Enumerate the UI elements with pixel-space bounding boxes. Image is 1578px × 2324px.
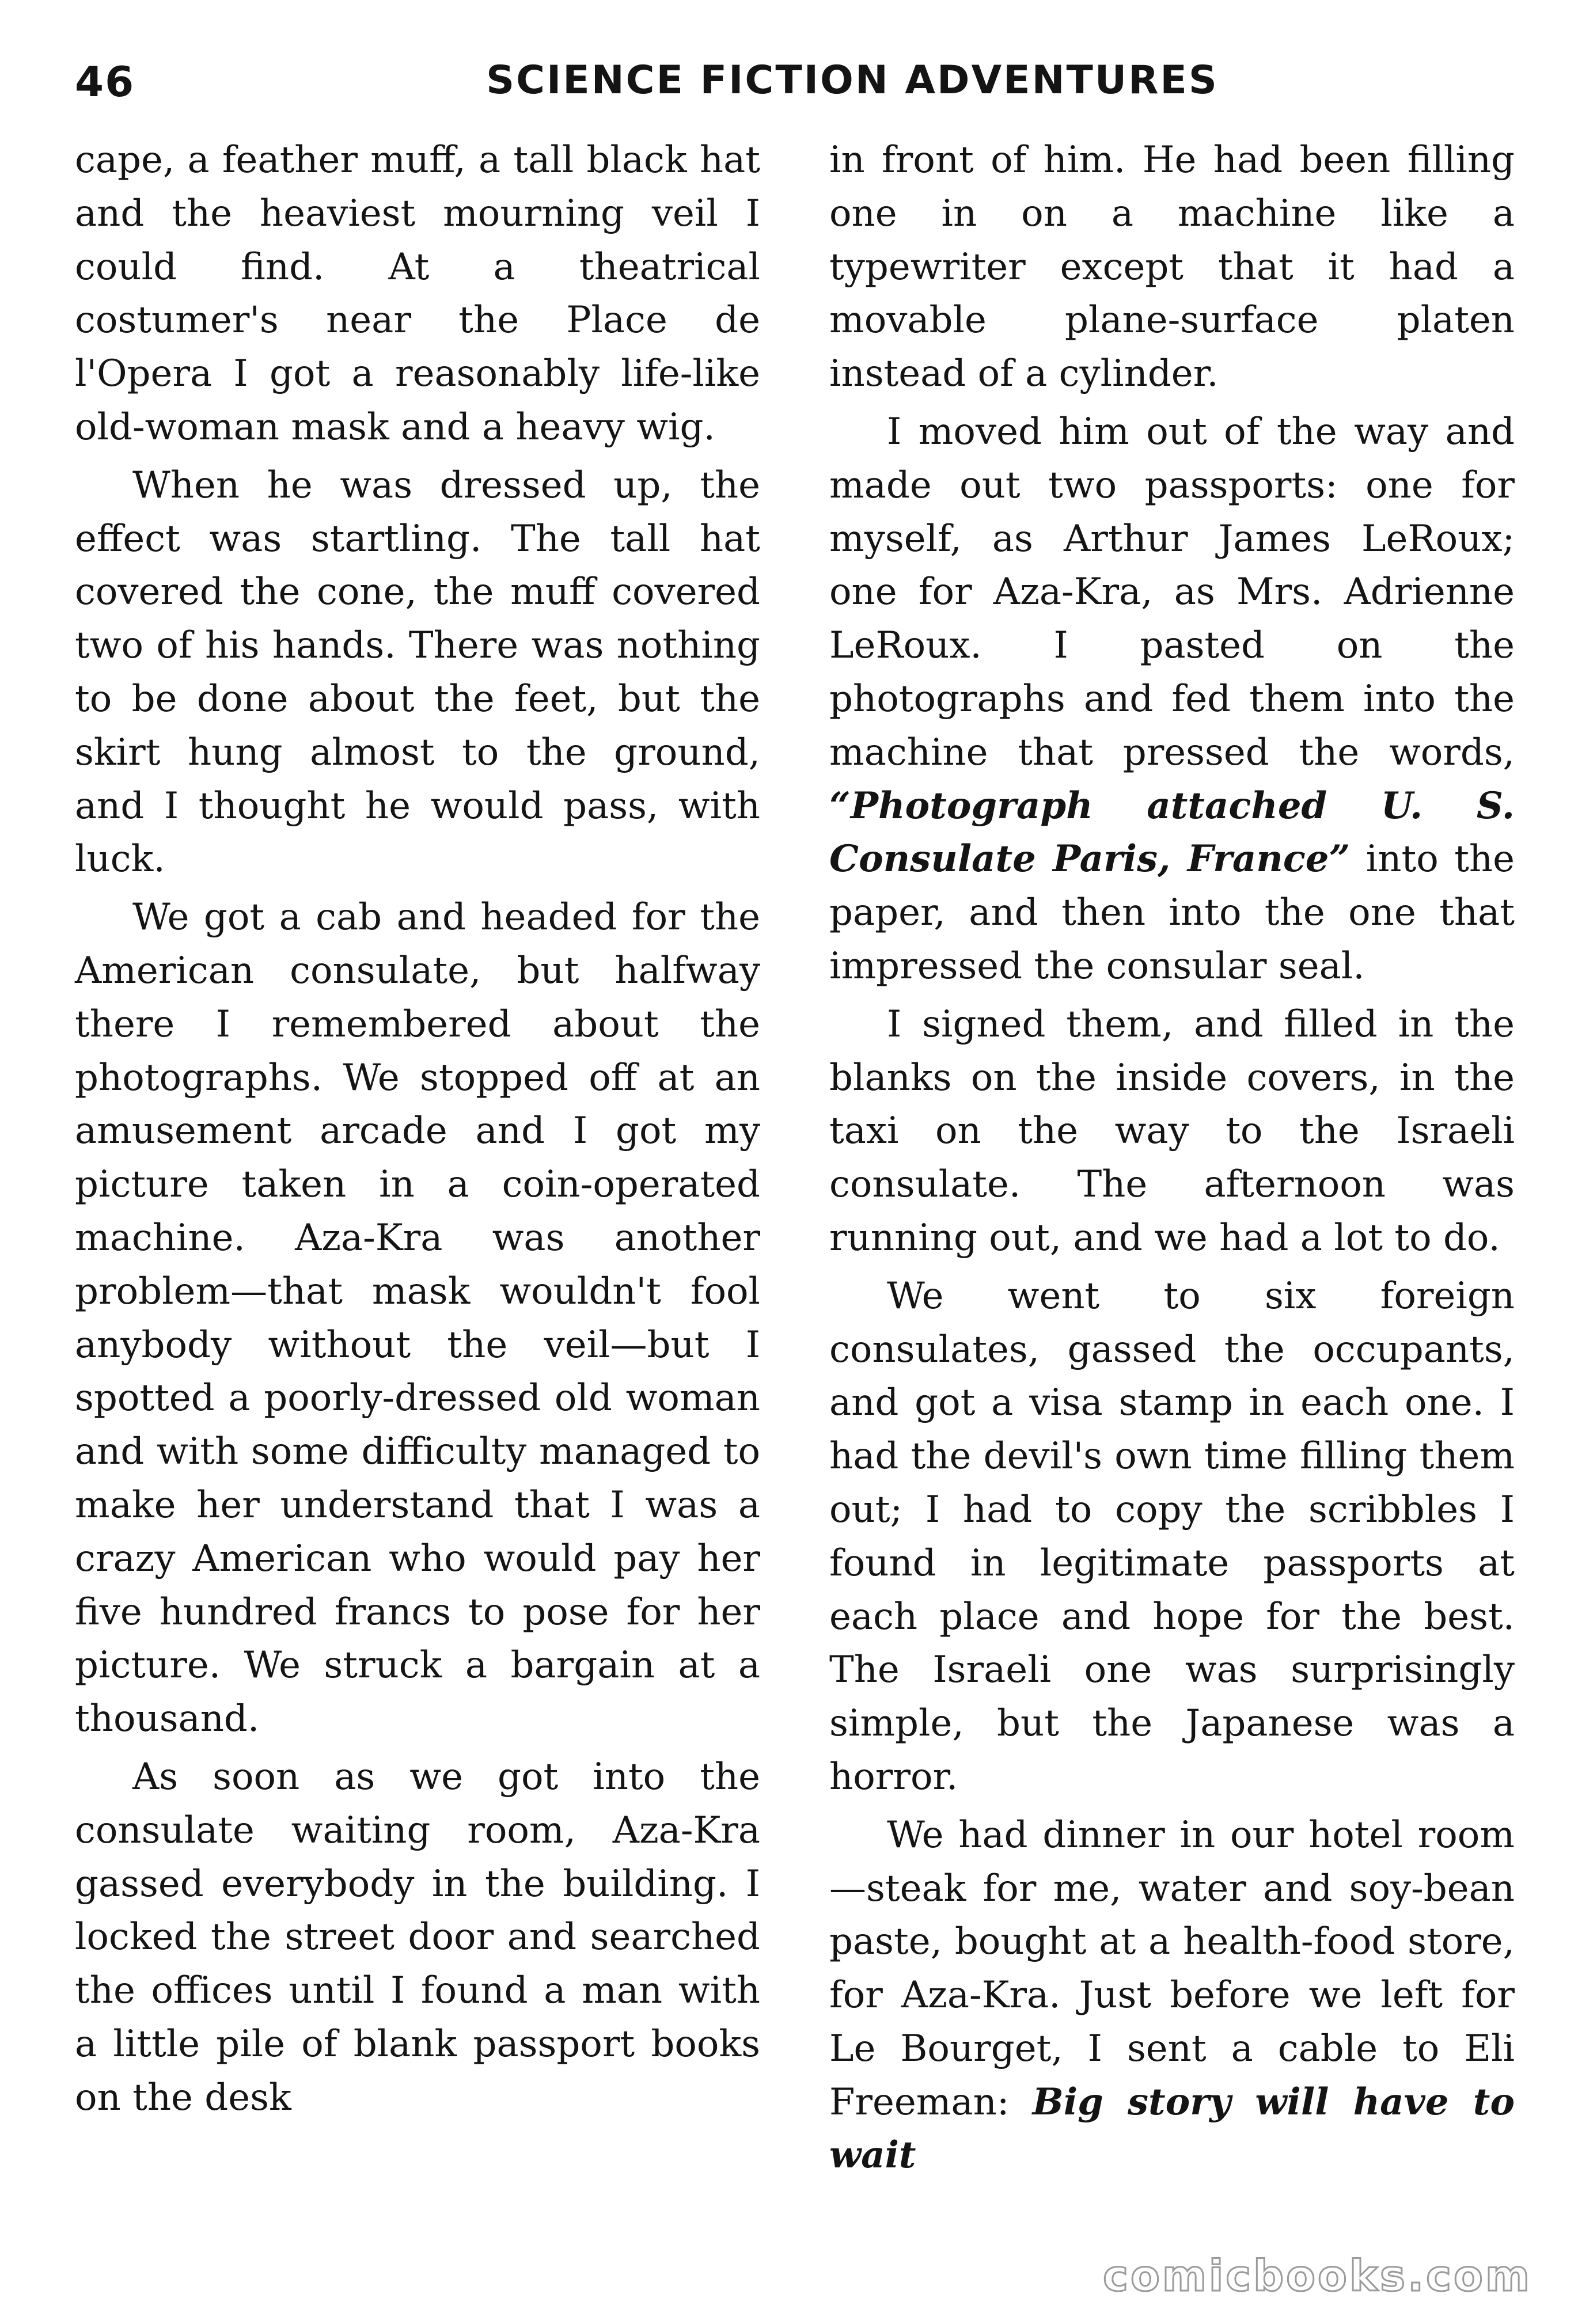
paragraph: cape, a feather muff, a tall black hat and the heaviest mourning veil I could find. At a theatrical costumer's near the Place de l'Opera I got a reasonably life-like old-woman mask and a heavy wig. [75, 139, 760, 449]
page-header [75, 52, 1509, 121]
cable-text: Big story will have to wait [829, 2080, 1515, 2177]
paragraph: I signed them, and filled in the blanks on the inside covers, in the taxi on the way to the Israeli consulate. The afternoon was running out, and we had a lot to do. [829, 1002, 1515, 1259]
paragraph [829, 405, 1515, 993]
right-column [829, 134, 1515, 2187]
paragraph-text: into the paper, and then into the one that impressed the consular seal. [829, 838, 1515, 988]
paragraph-text: I moved him out of the way and made out two passports: one for myself, as Arthur James LeRoux; one for Aza-Kra, as Mrs. Adrienne LeRoux. I pasted on the photographs and fed them into the machine that pressed the words, [829, 410, 1515, 774]
left-column [75, 134, 760, 2129]
paragraph: As soon as we got into the consulate waiting room, Aza-Kra gassed everybody in the building. I locked the street door and searched the offices until I found a man with a little pile of blank passport books on the desk [75, 1755, 760, 2119]
paragraph: We got a cab and headed for the American consulate, but halfway there I remembered about the photographs. We stopped off at an amusement arcade and I got my picture taken in a coin-operated machine. Aza-Kra was another problem—that mask wouldn't fool anybody without the veil—but I spotted a poorly-dressed old woman and with some difficulty managed to make her understand that I was a crazy American who would pay her five hundred francs to pose for her picture. We struck a bargain at a thousand. [75, 896, 760, 1741]
paragraph: We went to six foreign consulates, gassed the occupants, and got a visa stamp in each one. I had the devil's own time filling them out; I had to copy the scribbles I found in legitimate passports at each place and hope for the best. The Israeli one was surprisingly simple, but the Japanese was a horror. [829, 1274, 1515, 1798]
paragraph [829, 1809, 1515, 2183]
stamp-wording: “Photograph attached U. S. Consulate Paris, France” [829, 784, 1515, 881]
paragraph: When he was dressed up, the effect was startling. The tall hat covered the cone, the muff covered two of his hands. There was nothing to be done about the feet, but the skirt hung almost to the ground, and I thought he would pass, with luck. [75, 464, 760, 881]
running-head: SCIENCE FICTION ADVENTURES [486, 58, 1219, 103]
page-number: 46 [75, 58, 135, 106]
paragraph: in front of him. He had been filling one in on a machine like a typewriter except that it had a movable plane-surface platen instead of a cylinder. [829, 139, 1515, 396]
paragraph-text: We had dinner in our hotel room—steak for me, water and soy-bean paste, bought at a health-food store, for Aza-Kra. Just before we left for Le Bourget, I sent a cable to Eli Freeman: [829, 1813, 1515, 2124]
watermark: comicbooks.com [1103, 2251, 1532, 2301]
